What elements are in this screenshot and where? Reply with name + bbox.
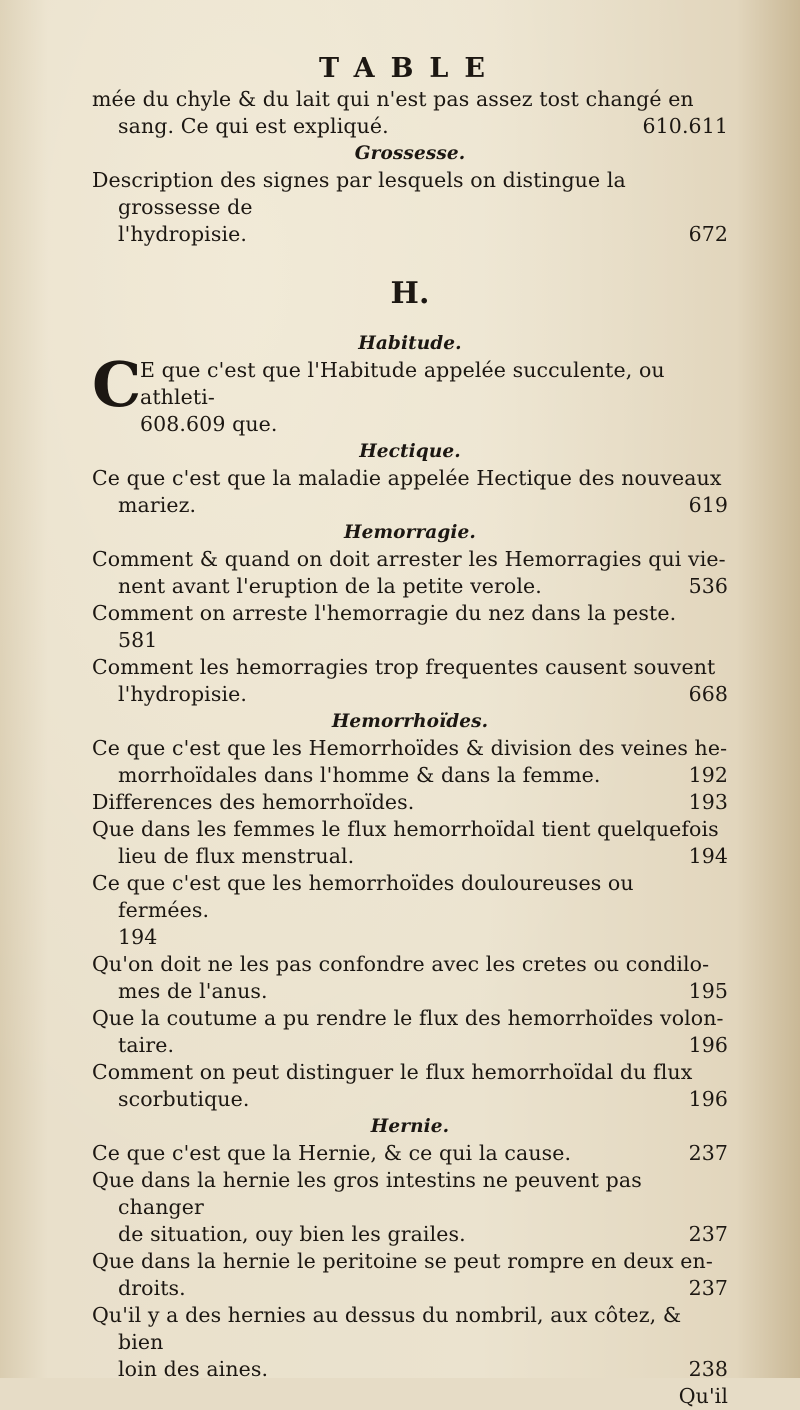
entry-line: Comment les hemorragies trop frequentes causent souvent (92, 655, 716, 679)
entry-line: Comment on peut distinguer le flux hemorrhoïdal du flux (92, 1060, 693, 1084)
page-ref: 196 (688, 1087, 728, 1111)
entry-line: de situation, ouy bien les grailes. (118, 1222, 466, 1246)
index-entry (92, 167, 728, 248)
page-ref: 237 (688, 1141, 728, 1165)
page-ref: 536 (688, 574, 728, 598)
entry-line: Ce que c'est que la Hernie, & ce qui la cause. (92, 1141, 572, 1165)
index-entry (92, 870, 728, 951)
page-ref: 195 (688, 979, 728, 1003)
entry-line: lieu de flux menstrual. (118, 844, 355, 868)
entry-line: morrhoïdales dans l'homme & dans la femme. (118, 763, 601, 787)
section-heading: Hernie. (370, 1116, 450, 1137)
index-entry (92, 600, 728, 654)
entry-line: l'hydropisie. (118, 222, 247, 246)
entry-line: Qu'il y a des hernies au dessus du nombril, aux côtez, & bien (92, 1303, 682, 1354)
entry-line: taire. (118, 1033, 175, 1057)
page-ref: 196 (688, 1033, 728, 1057)
entry-line: nent avant l'eruption de la petite verole. (118, 574, 542, 598)
index-entry (92, 654, 728, 708)
index-entry (92, 816, 728, 870)
index-entry (92, 1140, 728, 1167)
index-entry (92, 1059, 728, 1113)
page-ref: 610.611 (642, 114, 728, 138)
running-head: TABLE (319, 53, 501, 84)
index-entry (92, 1248, 728, 1302)
entry-line: Differences des hemorrhoïdes. (92, 790, 415, 814)
index-entry (92, 348, 728, 438)
letter-heading: H. (390, 276, 430, 311)
page-ref: 237 (688, 1222, 728, 1246)
entry-line: sang. Ce qui est expliqué. (118, 114, 389, 138)
page-ref: 194 (118, 925, 158, 949)
index-entry (92, 789, 728, 816)
page-ref: 192 (688, 763, 728, 787)
index-entry (92, 1167, 728, 1248)
entry-line: droits. (118, 1276, 186, 1300)
entry-line: Que dans la hernie les gros intestins ne peuvent pas changer (92, 1168, 642, 1219)
index-content (92, 52, 728, 1410)
entry-line: Que dans les femmes le flux hemorrhoïdal tient quelquefois (92, 817, 719, 841)
index-entry (92, 546, 728, 600)
index-entry (92, 1005, 728, 1059)
entry-line: Description des signes par lesquels on distingue la grossesse de (92, 168, 626, 219)
entry-line: Que la coutume a pu rendre le flux des hemorrhoïdes volon- (92, 1006, 724, 1030)
section-heading: Grossesse. (354, 143, 466, 164)
page-ref: 237 (688, 1276, 728, 1300)
page-ref: 238 (688, 1357, 728, 1381)
section-heading: Hemorrhoïdes. (331, 711, 489, 732)
entry-line: Comment on arreste l'hemorragie du nez dans la peste. (92, 601, 677, 625)
page-ref: 193 (688, 790, 728, 814)
entry-line: E que c'est que l'Habitude appelée succulente, ou athleti- (140, 358, 665, 409)
section-heading: Hemorragie. (344, 522, 476, 543)
index-entry (92, 735, 728, 789)
page-ref: 672 (688, 222, 728, 246)
entry-line: loin des aines. (118, 1357, 269, 1381)
page-ref: 194 (688, 844, 728, 868)
index-entry (92, 86, 728, 140)
entry-line: scorbutique. (118, 1087, 250, 1111)
index-entry (92, 951, 728, 1005)
entry-line: mes de l'anus. (118, 979, 268, 1003)
page-ref: 619 (688, 493, 728, 517)
drop-capital: C (92, 348, 142, 421)
entry-line: mée du chyle & du lait qui n'est pas assez tost changé en (92, 87, 694, 111)
entry-line: Comment & quand on doit arrester les Hemorragies qui vie- (92, 547, 726, 571)
entry-line: Ce que c'est que les Hemorrhoïdes & division des veines he- (92, 736, 728, 760)
page-ref: 608.609 (140, 412, 226, 436)
entry-line: Que dans la hernie le peritoine se peut rompre en deux en- (92, 1249, 713, 1273)
catchword: Qu'il (678, 1384, 728, 1408)
entry-line: l'hydropisie. (118, 682, 247, 706)
entry-line: Ce que c'est que la maladie appelée Hectique des nouveaux (92, 466, 722, 490)
entry-line: mariez. (118, 493, 197, 517)
page-ref: 668 (688, 682, 728, 706)
section-heading: Hectique. (359, 441, 461, 462)
page-ref: 581 (118, 628, 158, 652)
entry-line: Qu'on doit ne les pas confondre avec les cretes ou condilo- (92, 952, 710, 976)
section-heading: Habitude. (358, 333, 462, 354)
index-entry (92, 465, 728, 519)
index-entry (92, 1302, 728, 1383)
entry-line: Ce que c'est que les hemorrhoïdes douloureuses ou fermées. (92, 871, 634, 922)
entry-line: que. (232, 412, 278, 436)
